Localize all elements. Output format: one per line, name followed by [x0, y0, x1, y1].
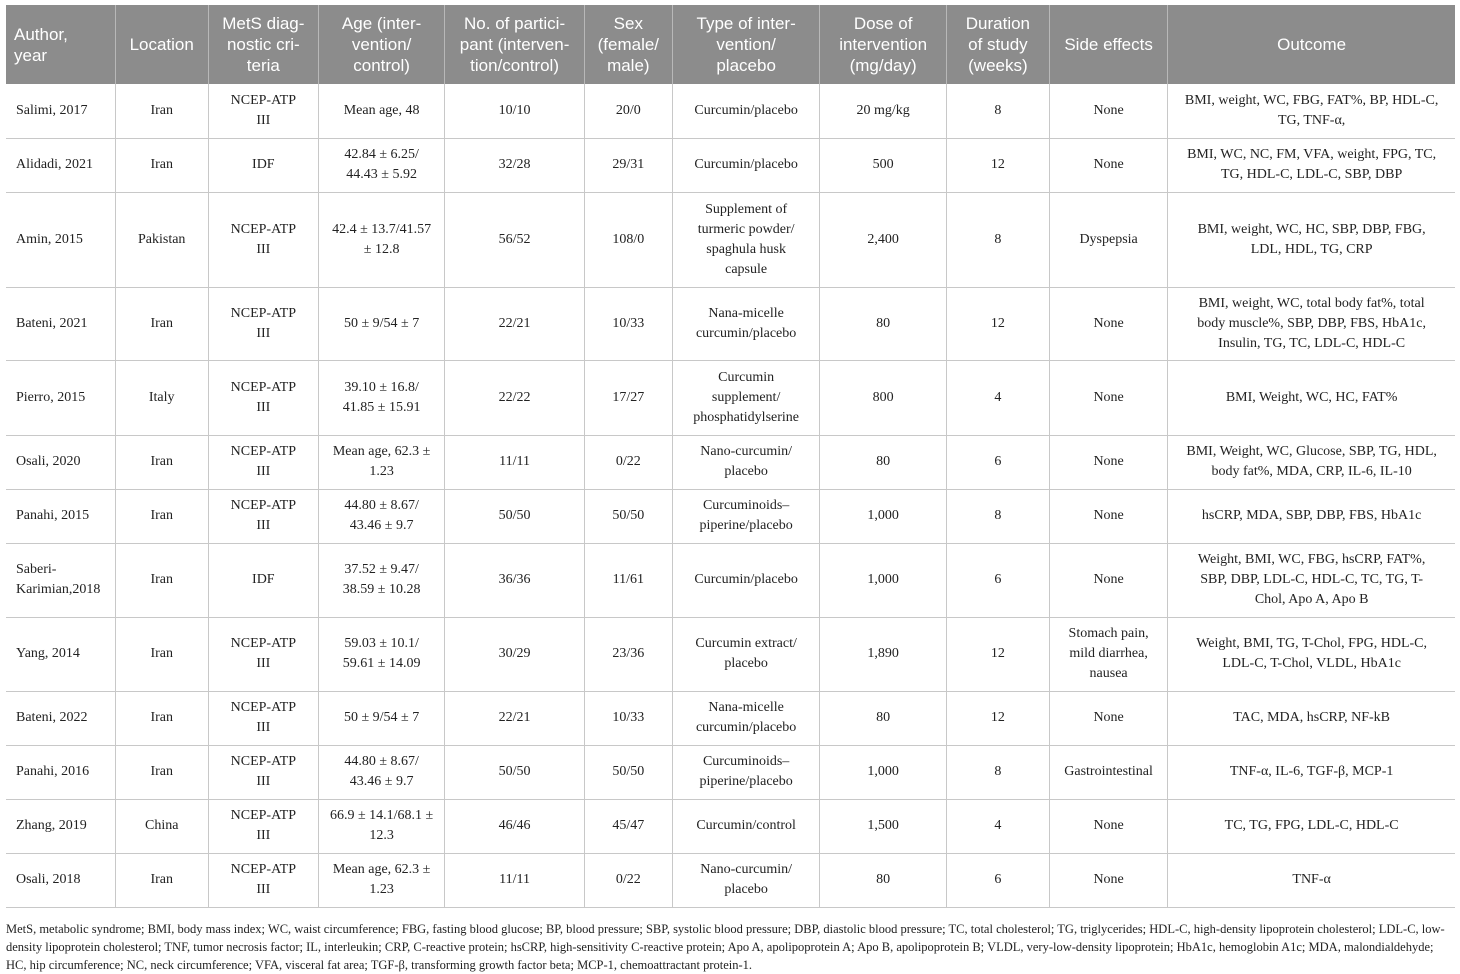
table-cell: 12 [946, 138, 1049, 192]
table-cell: 42.84 ± 6.25/ 44.43 ± 5.92 [318, 138, 444, 192]
table-cell: Salimi, 2017 [6, 84, 115, 138]
table-cell: 1,000 [820, 489, 946, 543]
table-cell: Curcumin/placebo [672, 543, 820, 617]
table-row [6, 138, 1455, 192]
table-cell: 1,000 [820, 745, 946, 799]
table-cell: 4 [946, 360, 1049, 435]
table-row [6, 287, 1455, 360]
table-cell: BMI, weight, WC, FBG, FAT%, BP, HDL-C, TG, TNF-α, [1168, 84, 1455, 138]
table-cell: None [1049, 799, 1167, 853]
table-cell: Supplement of turmeric powder/ spaghula husk capsule [672, 192, 820, 287]
table-row [6, 617, 1455, 691]
table-cell: 45/47 [584, 799, 672, 853]
table-cell: 50 ± 9/54 ± 7 [318, 691, 444, 745]
table-cell: 29/31 [584, 138, 672, 192]
table-cell: None [1049, 691, 1167, 745]
table-cell: 0/22 [584, 853, 672, 907]
table-cell: Amin, 2015 [6, 192, 115, 287]
table-cell: 1,000 [820, 543, 946, 617]
table-cell: 2,400 [820, 192, 946, 287]
table-cell: 30/29 [445, 617, 585, 691]
table-cell: Osali, 2018 [6, 853, 115, 907]
table-cell: 10/33 [584, 691, 672, 745]
table-cell: Iran [115, 853, 208, 907]
table-cell: BMI, WC, NC, FM, VFA, weight, FPG, TC, TG, HDL-C, LDL-C, SBP, DBP [1168, 138, 1455, 192]
table-cell: Iran [115, 543, 208, 617]
table-cell: None [1049, 84, 1167, 138]
table-cell: Yang, 2014 [6, 617, 115, 691]
table-cell: Nana-micelle curcumin/placebo [672, 287, 820, 360]
table-cell: 500 [820, 138, 946, 192]
table-body [6, 84, 1455, 907]
table-cell: 50/50 [584, 745, 672, 799]
table-cell: IDF [208, 543, 318, 617]
table-cell: 1,890 [820, 617, 946, 691]
table-cell: None [1049, 489, 1167, 543]
table-cell: Iran [115, 489, 208, 543]
table-cell: TAC, MDA, hsCRP, NF-kB [1168, 691, 1455, 745]
table-cell: 10/33 [584, 287, 672, 360]
table-cell: 80 [820, 691, 946, 745]
table-cell: Weight, BMI, WC, FBG, hsCRP, FAT%, SBP, DBP, LDL-C, HDL-C, TC, TG, T- Chol, Apo A, Apo B [1168, 543, 1455, 617]
column-header: Side effects [1049, 5, 1167, 84]
table-cell: BMI, weight, WC, total body fat%, total body muscle%, SBP, DBP, FBS, HbA1c, Insulin, TG, TC, LDL-C, HDL-C [1168, 287, 1455, 360]
table-cell: 20/0 [584, 84, 672, 138]
table-footnote: MetS, metabolic syndrome; BMI, body mass index; WC, waist circumference; FBG, fasting blood glucose; BP, blood pressure; SBP, systolic blood pressure; DBP, diastolic blood pressure; TC, total cholesterol; TG, triglycerides; HDL-C, high-density lipoprotein cholesterol; LDL-C, low-density lipoprotein cholesterol; TNF, tumor necrosis factor; IL, interleukin; CRP, C-reactive protein; hsCRP, high-sensitivity C-reactive protein; Apo A, apolipoprotein A; Apo B, apolipoprotein B; VLDL, very-low-density lipoprotein; HbA1c, hemoglobin A1c; MDA, malondialdehyde; HC, hip circumference; NC, neck circumference; VFA, visceral fat area; TGF-β, transforming growth factor beta; MCP-1, chemoattractant protein-1. [6, 922, 1445, 972]
table-cell: 6 [946, 435, 1049, 489]
table-cell: Mean age, 48 [318, 84, 444, 138]
table-cell: NCEP-ATP III [208, 745, 318, 799]
table-container [6, 5, 1455, 908]
table-cell: TC, TG, FPG, LDL-C, HDL-C [1168, 799, 1455, 853]
table-cell: 50/50 [445, 489, 585, 543]
table-cell: None [1049, 138, 1167, 192]
table-cell: 12 [946, 287, 1049, 360]
column-header: Outcome [1168, 5, 1455, 84]
table-cell: Iran [115, 617, 208, 691]
table-cell: Alidadi, 2021 [6, 138, 115, 192]
table-cell: None [1049, 287, 1167, 360]
table-cell: NCEP-ATP III [208, 192, 318, 287]
table-cell: 800 [820, 360, 946, 435]
column-header: Dose of intervention (mg/day) [820, 5, 946, 84]
table-cell: Iran [115, 691, 208, 745]
table-row [6, 543, 1455, 617]
table-cell: Pierro, 2015 [6, 360, 115, 435]
table-cell: 32/28 [445, 138, 585, 192]
table-cell: Bateni, 2021 [6, 287, 115, 360]
table-cell: 22/21 [445, 287, 585, 360]
table-cell: Curcumin supplement/ phosphatidylserine [672, 360, 820, 435]
study-characteristics-table [6, 5, 1455, 908]
table-cell: BMI, Weight, WC, HC, FAT% [1168, 360, 1455, 435]
table-cell: China [115, 799, 208, 853]
table-cell: NCEP-ATP III [208, 489, 318, 543]
table-cell: None [1049, 853, 1167, 907]
table-cell: Panahi, 2015 [6, 489, 115, 543]
table-cell: 80 [820, 435, 946, 489]
column-header: MetS diag- nostic cri- teria [208, 5, 318, 84]
table-cell: 17/27 [584, 360, 672, 435]
table-cell: Curcumin/placebo [672, 84, 820, 138]
table-cell: hsCRP, MDA, SBP, DBP, FBS, HbA1c [1168, 489, 1455, 543]
table-cell: None [1049, 543, 1167, 617]
table-cell: Weight, BMI, TG, T-Chol, FPG, HDL-C, LDL-C, T-Chol, VLDL, HbA1c [1168, 617, 1455, 691]
table-cell: 44.80 ± 8.67/ 43.46 ± 9.7 [318, 745, 444, 799]
table-row [6, 84, 1455, 138]
table-cell: 37.52 ± 9.47/ 38.59 ± 10.28 [318, 543, 444, 617]
table-cell: BMI, Weight, WC, Glucose, SBP, TG, HDL, body fat%, MDA, CRP, IL-6, IL-10 [1168, 435, 1455, 489]
table-cell: None [1049, 360, 1167, 435]
table-cell: BMI, weight, WC, HC, SBP, DBP, FBG, LDL, HDL, TG, CRP [1168, 192, 1455, 287]
table-cell: NCEP-ATP III [208, 617, 318, 691]
table-cell: Saberi- Karimian,2018 [6, 543, 115, 617]
table-cell: Italy [115, 360, 208, 435]
table-row [6, 853, 1455, 907]
table-cell: 56/52 [445, 192, 585, 287]
table-cell: NCEP-ATP III [208, 84, 318, 138]
table-cell: NCEP-ATP III [208, 435, 318, 489]
table-cell: 39.10 ± 16.8/ 41.85 ± 15.91 [318, 360, 444, 435]
table-cell: 22/22 [445, 360, 585, 435]
table-cell: 66.9 ± 14.1/68.1 ± 12.3 [318, 799, 444, 853]
table-cell: Mean age, 62.3 ± 1.23 [318, 435, 444, 489]
table-cell: 11/11 [445, 435, 585, 489]
column-header: Type of inter- vention/ placebo [672, 5, 820, 84]
table-cell: Iran [115, 435, 208, 489]
table-cell: Pakistan [115, 192, 208, 287]
column-header: Location [115, 5, 208, 84]
table-cell: NCEP-ATP III [208, 287, 318, 360]
table-cell: 11/11 [445, 853, 585, 907]
table-cell: Iran [115, 138, 208, 192]
table-cell: 80 [820, 287, 946, 360]
column-header: Age (inter- vention/ control) [318, 5, 444, 84]
table-cell: 50 ± 9/54 ± 7 [318, 287, 444, 360]
table-cell: 10/10 [445, 84, 585, 138]
table-cell: Zhang, 2019 [6, 799, 115, 853]
table-cell: NCEP-ATP III [208, 691, 318, 745]
table-cell: NCEP-ATP III [208, 360, 318, 435]
table-cell: 46/46 [445, 799, 585, 853]
table-cell: 1,500 [820, 799, 946, 853]
table-cell: 50/50 [584, 489, 672, 543]
table-row [6, 691, 1455, 745]
table-cell: 11/61 [584, 543, 672, 617]
table-row [6, 192, 1455, 287]
table-cell: Curcuminoids– piperine/placebo [672, 745, 820, 799]
table-cell: Iran [115, 745, 208, 799]
column-header: Duration of study (weeks) [946, 5, 1049, 84]
table-cell: IDF [208, 138, 318, 192]
table-cell: 42.4 ± 13.7/41.57 ± 12.8 [318, 192, 444, 287]
table-cell: 44.80 ± 8.67/ 43.46 ± 9.7 [318, 489, 444, 543]
table-cell: 8 [946, 745, 1049, 799]
table-cell: TNF-α [1168, 853, 1455, 907]
table-cell: Iran [115, 287, 208, 360]
table-header-row [6, 5, 1455, 84]
table-cell: None [1049, 435, 1167, 489]
table-cell: NCEP-ATP III [208, 853, 318, 907]
table-cell: TNF-α, IL-6, TGF-β, MCP-1 [1168, 745, 1455, 799]
table-cell: Nana-micelle curcumin/placebo [672, 691, 820, 745]
table-cell: 8 [946, 192, 1049, 287]
table-cell: Stomach pain, mild diarrhea, nausea [1049, 617, 1167, 691]
table-cell: Nano-curcumin/ placebo [672, 435, 820, 489]
table-cell: Nano-curcumin/ placebo [672, 853, 820, 907]
table-cell: Panahi, 2016 [6, 745, 115, 799]
table-cell: 6 [946, 853, 1049, 907]
table-cell: 12 [946, 691, 1049, 745]
table-row [6, 435, 1455, 489]
table-cell: Mean age, 62.3 ± 1.23 [318, 853, 444, 907]
table-cell: 6 [946, 543, 1049, 617]
table-cell: 20 mg/kg [820, 84, 946, 138]
table-cell: NCEP-ATP III [208, 799, 318, 853]
table-cell: 59.03 ± 10.1/ 59.61 ± 14.09 [318, 617, 444, 691]
table-cell: 0/22 [584, 435, 672, 489]
table-cell: 12 [946, 617, 1049, 691]
column-header: Author, year [6, 5, 115, 84]
table-cell: Curcumin extract/ placebo [672, 617, 820, 691]
table-cell: Curcumin/control [672, 799, 820, 853]
table-cell: 80 [820, 853, 946, 907]
table-cell: Iran [115, 84, 208, 138]
table-row [6, 489, 1455, 543]
table-cell: 23/36 [584, 617, 672, 691]
table-cell: Gastrointestinal [1049, 745, 1167, 799]
table-cell: 4 [946, 799, 1049, 853]
table-cell: Dyspepsia [1049, 192, 1167, 287]
table-cell: 108/0 [584, 192, 672, 287]
table-cell: 22/21 [445, 691, 585, 745]
column-header: Sex (female/ male) [584, 5, 672, 84]
table-row [6, 745, 1455, 799]
table-cell: 8 [946, 489, 1049, 543]
table-cell: Curcuminoids– piperine/placebo [672, 489, 820, 543]
table-row [6, 360, 1455, 435]
table-cell: 50/50 [445, 745, 585, 799]
table-cell: 36/36 [445, 543, 585, 617]
table-cell: Osali, 2020 [6, 435, 115, 489]
table-cell: 8 [946, 84, 1049, 138]
table-cell: Bateni, 2022 [6, 691, 115, 745]
column-header: No. of partici- pant (interven- tion/control) [445, 5, 585, 84]
table-row [6, 799, 1455, 853]
table-cell: Curcumin/placebo [672, 138, 820, 192]
